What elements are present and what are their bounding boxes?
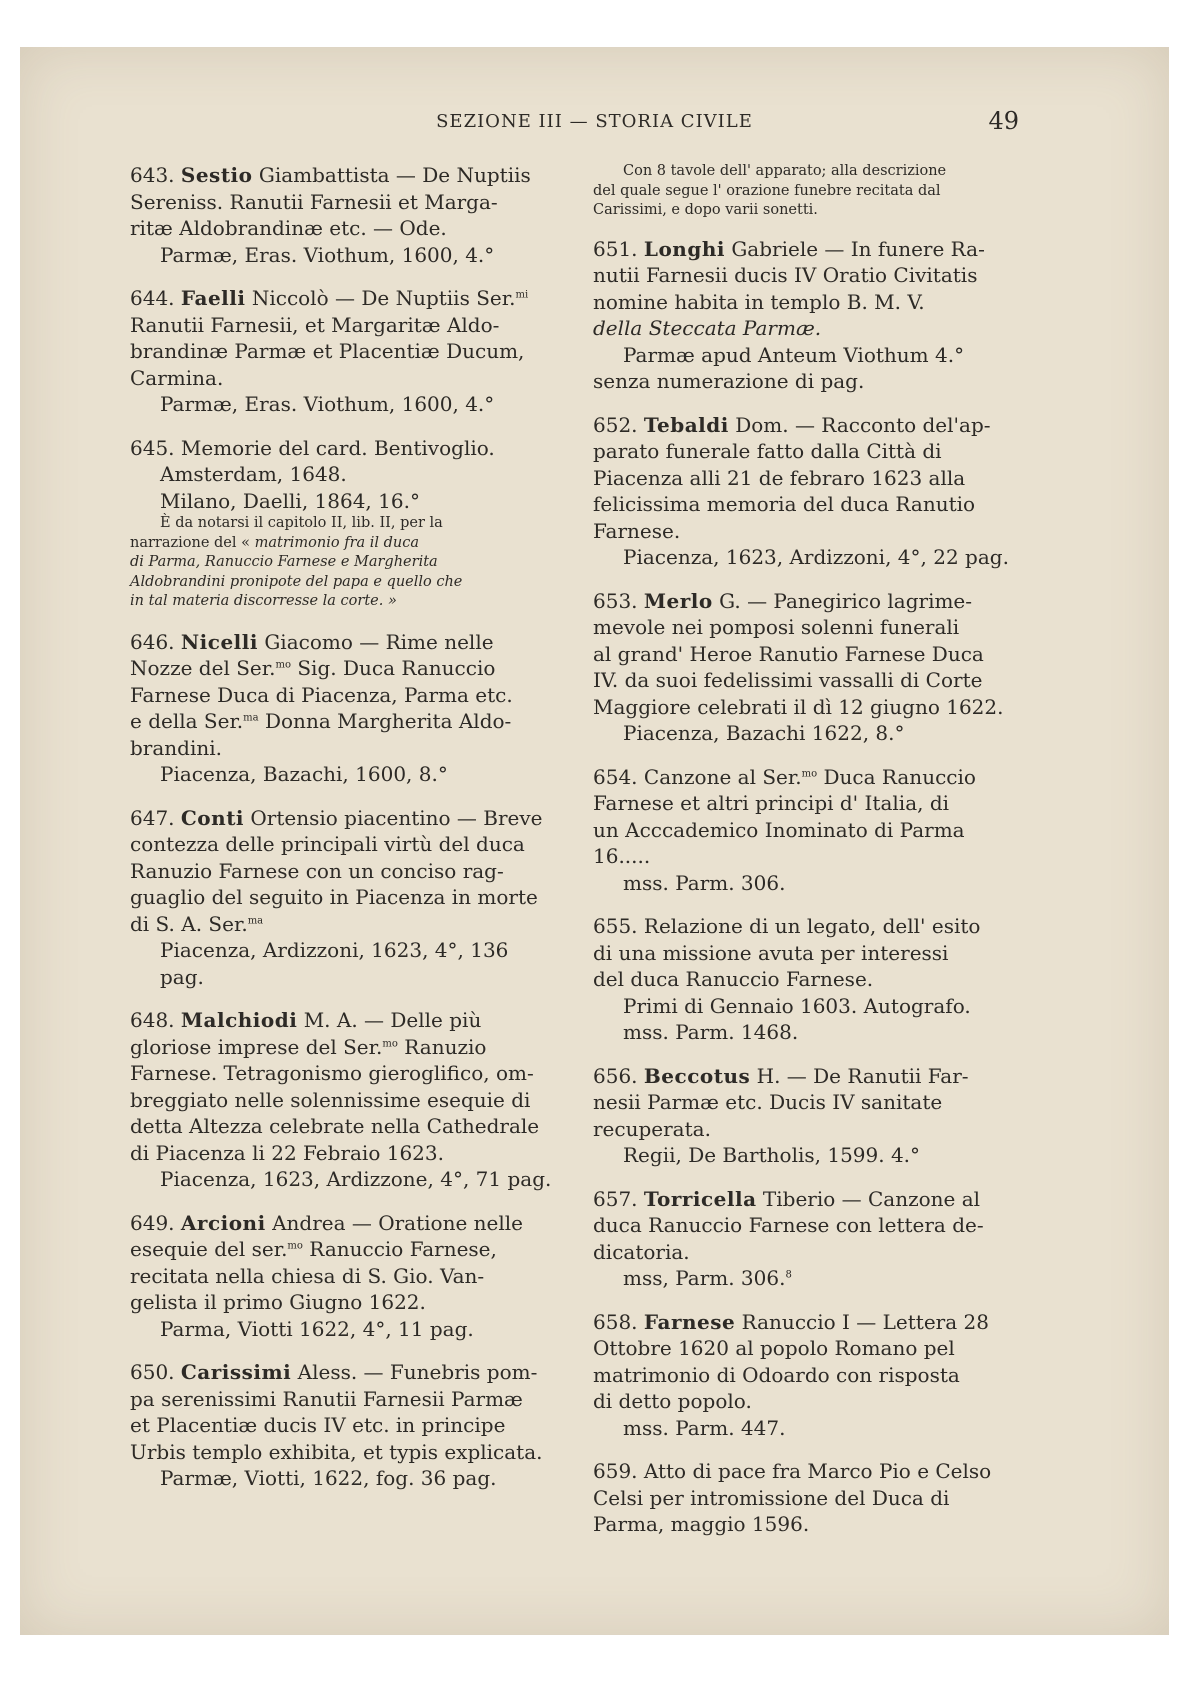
entry-text: di una missione avuta per interessi xyxy=(593,940,949,965)
entry-text: Sig. Duca Ranuccio xyxy=(290,656,496,680)
entry-text: Ranuzio Farnese con un conciso rag- xyxy=(130,858,504,883)
entry-655 xyxy=(593,913,1033,1046)
entry-645 xyxy=(130,435,570,612)
entry-number: 644. xyxy=(130,286,175,310)
author-name: Torricella xyxy=(643,1186,757,1211)
running-header xyxy=(20,107,1169,137)
entry-text: nesii Parmæ etc. Ducis IV sanitate xyxy=(593,1090,943,1114)
entry-654 xyxy=(593,764,1033,897)
entry-text: IV. da suoi fedelissimi vassalli di Corte xyxy=(593,668,983,692)
entry-number: 648. xyxy=(130,1008,175,1032)
entry-text: e della Ser. xyxy=(130,709,244,733)
note-quote: matrimonio fra il duca xyxy=(254,534,420,551)
entry-text: nutii Farnesii ducis IV Oratio Civitatis xyxy=(593,263,978,287)
page-number: 49 xyxy=(988,107,1019,135)
imprint: Regii, De Bartholis, 1599. 4.° xyxy=(623,1143,921,1167)
author-name: Sestio xyxy=(180,163,253,187)
entry-text: 655. Relazione di un legato, dell' esito xyxy=(593,914,981,938)
imprint: Piacenza, Bazachi 1622, 8.° xyxy=(623,721,905,745)
entry-656 xyxy=(593,1063,1033,1169)
superscript: ma xyxy=(247,914,264,926)
entry-text: gloriose imprese del Ser. xyxy=(130,1034,383,1059)
entry-653 xyxy=(593,588,1033,747)
entry-number: 653. xyxy=(593,588,638,613)
entry-text: 16..... xyxy=(593,844,651,868)
author-name: Conti xyxy=(180,805,245,830)
entry-text: ritæ Aldobrandinæ etc. — Ode. xyxy=(130,216,447,240)
entry-text: Celsi per intromissione del Duca di xyxy=(593,1485,950,1510)
imprint: Parmæ apud Anteum Viothum 4.° xyxy=(623,342,965,367)
entry-text: Aless. — Funebris pom- xyxy=(297,1360,538,1384)
entry-text: Tiberio — Canzone al xyxy=(762,1186,981,1211)
entry-644 xyxy=(130,285,570,418)
author-name: Beccotus xyxy=(643,1063,751,1088)
imprint: Primi di Gennaio 1603. Autografo. xyxy=(623,993,971,1018)
entry-text: mevole nei pomposi solenni funerali xyxy=(593,615,960,639)
entry-text: Ranuzio xyxy=(397,1034,487,1059)
imprint: Piacenza, Ardizzoni, 1623, 4°, 136 xyxy=(160,938,509,962)
author-name: Merlo xyxy=(643,588,713,613)
note-quote: Aldobrandini pronipote del papa e quello che xyxy=(130,573,463,590)
author-name: Arcioni xyxy=(180,1210,266,1235)
entry-652 xyxy=(593,412,1033,571)
entry-text: di Piacenza li 22 Febraio 1623. xyxy=(130,1140,444,1165)
note-text: Carissimi, e dopo varii sonetti. xyxy=(593,202,818,218)
imprint: mss. Parm. 447. xyxy=(623,1415,786,1440)
entry-number: 658. xyxy=(593,1309,638,1334)
entry-text: 659. Atto di pace fra Marco Pio e Celso xyxy=(593,1459,992,1483)
book-page xyxy=(20,47,1169,1635)
entry-text: di detto popolo. xyxy=(593,1389,752,1413)
entry-text: al grand' Heroe Ranutio Farnese Duca xyxy=(593,641,984,666)
entry-text: Niccolò — De Nuptiis Ser. xyxy=(251,286,516,310)
entry-text: Ranuccio Farnese, xyxy=(302,1237,497,1261)
entry-657 xyxy=(593,1186,1033,1292)
entry-text: Farnese. Tetragonismo gieroglifico, om- xyxy=(130,1061,534,1085)
superscript: mo xyxy=(382,1037,398,1049)
entry-text: Farnese et altri principi d' Italia, di xyxy=(593,791,950,815)
entry-number: 656. xyxy=(593,1063,638,1088)
entry-650 xyxy=(130,1359,570,1492)
imprint: mss. Parm. 306. xyxy=(623,870,786,895)
entry-text: Carmina. xyxy=(130,365,224,390)
left-column xyxy=(130,162,570,1509)
entry-648 xyxy=(130,1007,570,1193)
entry-text: Parma, maggio 1596. xyxy=(593,1512,810,1536)
note-text: È da notarsi il capitolo II, lib. II, per la xyxy=(160,515,443,531)
imprint: pag. xyxy=(160,964,204,989)
entry-text: detta Altezza celebrate nella Cathedrale xyxy=(130,1114,540,1138)
entry-text: esequie del ser. xyxy=(130,1237,288,1261)
entry-text: breggiato nelle solennissime esequie di xyxy=(130,1087,531,1112)
entry-text: brandinæ Parmæ et Placentiæ Ducum, xyxy=(130,339,525,363)
entry-text: contezza delle principali virtù del duca xyxy=(130,832,525,856)
section-title: SEZIONE III — STORIA CIVILE xyxy=(436,111,753,132)
entry-text: Ranutii Farnesii, et Margaritæ Aldo- xyxy=(130,312,500,337)
imprint: mss. Parm. 1468. xyxy=(623,1020,799,1044)
entry-number: 643. xyxy=(130,163,175,187)
entry-text: del duca Ranuccio Farnese. xyxy=(593,967,874,991)
entry-text: della Steccata Parmæ. xyxy=(593,316,822,340)
author-name: Nicelli xyxy=(180,629,258,654)
entry-text: felicissima memoria del duca Ranutio xyxy=(593,492,976,516)
entry-text: Gabriele — In funere Ra- xyxy=(731,236,985,261)
author-name: Carissimi xyxy=(180,1360,292,1384)
entry-646 xyxy=(130,629,570,788)
entry-text: Giambattista — De Nuptiis xyxy=(258,163,531,187)
imprint: Piacenza, Bazachi, 1600, 8.° xyxy=(160,762,448,786)
entry-text: Ranuccio I — Lettera 28 xyxy=(741,1309,989,1334)
continued-note xyxy=(593,162,1033,221)
entry-number: 650. xyxy=(130,1360,175,1384)
entry-text: un Acccademico Inominato di Parma xyxy=(593,817,965,842)
entry-number: 657. xyxy=(593,1186,638,1211)
imprint: mss, Parm. 306. xyxy=(623,1266,786,1290)
author-name: Longhi xyxy=(643,236,725,261)
entry-647 xyxy=(130,805,570,991)
entry-text: recuperata. xyxy=(593,1116,711,1141)
entry-text: recitata nella chiesa di S. Gio. Van- xyxy=(130,1263,485,1288)
entry-651 xyxy=(593,236,1033,395)
entry-text: Ottobre 1620 al popolo Romano pel xyxy=(593,1336,955,1360)
superscript: mo xyxy=(275,659,291,671)
note-text: narrazione del « xyxy=(130,534,251,551)
author-name: Faelli xyxy=(180,286,246,310)
note-quote: in tal materia discorresse la corte. » xyxy=(130,593,397,609)
superscript: 8 xyxy=(785,1269,792,1281)
entry-text: Maggiore celebrati il dì 12 giugno 1622. xyxy=(593,694,1004,719)
author-name: Farnese xyxy=(643,1309,736,1334)
entry-text: Sereniss. Ranutii Farnesii et Marga- xyxy=(130,189,498,214)
entry-text: H. — De Ranutii Far- xyxy=(756,1063,969,1088)
imprint: Parmæ, Viotti, 1622, fog. 36 pag. xyxy=(160,1466,497,1490)
entry-text: Piacenza alli 21 de febraro 1623 alla xyxy=(593,465,966,490)
entry-658 xyxy=(593,1309,1033,1442)
entry-text: Ortensio piacentino — Breve xyxy=(250,805,543,830)
entry-text: duca Ranuccio Farnese con lettera de- xyxy=(593,1213,984,1237)
entry-text: senza numerazione di pag. xyxy=(593,369,865,393)
entry-text: Giacomo — Rime nelle xyxy=(264,629,494,654)
imprint: Parmæ, Eras. Viothum, 1600, 4.° xyxy=(160,242,495,267)
entry-number: 646. xyxy=(130,629,175,654)
entry-text: parato funerale fatto dalla Città di xyxy=(593,439,942,463)
entry-number: 652. xyxy=(593,412,638,437)
entry-text: Farnese. xyxy=(593,518,681,543)
entry-text: M. A. — Delle più xyxy=(303,1008,482,1032)
entry-text: Duca Ranuccio xyxy=(817,764,976,789)
superscript: mi xyxy=(515,289,529,301)
entry-659 xyxy=(593,1458,1033,1538)
right-column xyxy=(593,162,1033,1555)
entry-number: 649. xyxy=(130,1210,175,1235)
superscript: mo xyxy=(801,767,818,779)
author-name: Malchiodi xyxy=(180,1008,298,1032)
superscript: ma xyxy=(243,712,259,724)
author-name: Tebaldi xyxy=(643,412,729,437)
entry-643 xyxy=(130,162,570,268)
entry-text: et Placentiæ ducis IV etc. in principe xyxy=(130,1413,506,1437)
entry-text: G. — Panegirico lagrime- xyxy=(719,588,973,613)
entry-text: 645. Memorie del card. Bentivoglio. xyxy=(130,435,495,460)
entry-text: Urbis templo exhibita, et typis explicata. xyxy=(130,1439,543,1464)
entry-text: Andrea — Oratione nelle xyxy=(272,1210,523,1235)
imprint: Parma, Viotti 1622, 4°, 11 pag. xyxy=(160,1316,474,1341)
imprint: Amsterdam, 1648. xyxy=(160,462,347,486)
entry-text: Donna Margherita Aldo- xyxy=(258,709,512,733)
imprint: Parmæ, Eras. Viothum, 1600, 4.° xyxy=(160,392,495,416)
entry-text: Nozze del Ser. xyxy=(130,656,276,680)
note-text: del quale segue l' orazione funebre recitata dal xyxy=(593,182,941,199)
entry-text: Farnese Duca di Piacenza, Parma etc. xyxy=(130,682,513,707)
entry-text: gelista il primo Giugno 1622. xyxy=(130,1290,426,1314)
note-quote: di Parma, Ranuccio Farnese e Margherita xyxy=(130,554,438,570)
entry-text: pa serenissimi Ranutii Farnesii Parmæ xyxy=(130,1386,523,1411)
entry-649 xyxy=(130,1210,570,1343)
entry-text: matrimonio di Odoardo con risposta xyxy=(593,1362,960,1387)
entry-text: 654. Canzone al Ser. xyxy=(593,764,802,789)
entry-text: nomine habita in templo B. M. V. xyxy=(593,289,925,314)
imprint: Milano, Daelli, 1864, 16.° xyxy=(160,488,420,513)
entry-text: dicatoria. xyxy=(593,1239,690,1264)
entry-number: 647. xyxy=(130,805,175,830)
entry-text: di S. A. Ser. xyxy=(130,911,248,936)
note-text: Con 8 tavole dell' apparato; alla descrizione xyxy=(623,163,947,179)
imprint: Piacenza, 1623, Ardizzoni, 4°, 22 pag. xyxy=(623,545,1009,569)
entry-text: Dom. — Racconto del'ap- xyxy=(735,412,991,437)
imprint: Piacenza, 1623, Ardizzone, 4°, 71 pag. xyxy=(160,1167,552,1191)
entry-number: 651. xyxy=(593,236,638,261)
entry-text: brandini. xyxy=(130,735,223,760)
entry-text: guaglio del seguito in Piacenza in morte xyxy=(130,885,538,909)
superscript: mo xyxy=(287,1240,303,1252)
